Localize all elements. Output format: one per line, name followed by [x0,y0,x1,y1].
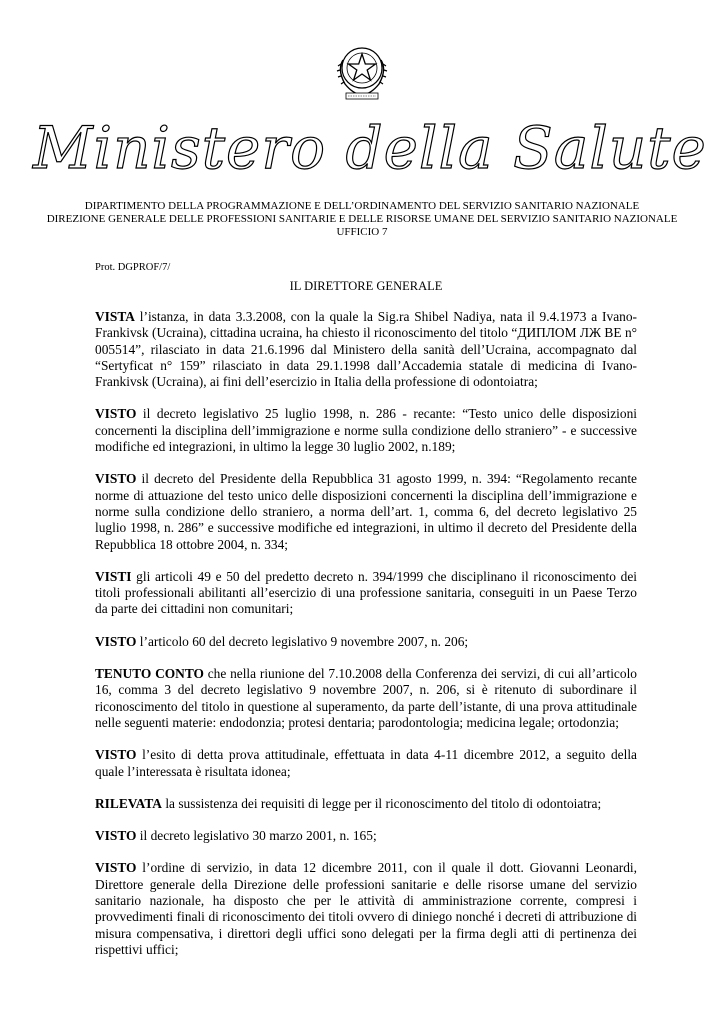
paragraph [95,860,637,958]
paragraph-text: il decreto del Presidente della Repubblica 31 agosto 1999, n. 394: “Regolamento recante norme di attuazione del testo unico delle disposizioni concernenti la disciplina dell’immigrazione e norme sulla condizione dello straniero, a norma dell’art. 1, comma 6, del decreto legislativo 25 luglio 1998, n. 286” e successive modifiche ed integrazioni, in ultimo il decreto del Presidente della Repubblica 18 ottobre 2004, n. 334; [95,471,637,552]
paragraph-keyword: VISTO [95,633,137,649]
paragraph-text: l’articolo 60 del decreto legislativo 9 novembre 2007, n. 206; [136,633,469,649]
paragraph-keyword: RILEVATA [95,795,162,811]
document-body [95,309,637,974]
republic-emblem-icon [333,40,391,102]
paragraph [95,471,637,552]
paragraph-keyword: TENUTO CONTO [95,666,204,682]
paragraph-text: l’esito di detta prova attitudinale, effettuata in data 4-11 dicembre 2012, a seguito della quale l’interessata è risultata idonea; [95,747,637,779]
paragraph-text: l’istanza, in data 3.3.2008, con la quale la Sig.ra Shibel Nadiya, nata il 9.4.1973 a Ivano-Frankivsk (Ucraina), cittadina ucraina, ha chiesto il riconoscimento del titolo “ДИПЛОМ ЛЖ ВЕ n° 005514”, rilasciato in data 21.6.1996 dal Ministero della sanità dell’Ucraina, accompagnato dal “Sertyficat n° 159” rilasciato in data 29.1.1998 dall’Accademia statale di medicina di Ivano-Frankivsk (Ucraina), ai fini dell’esercizio in Italia della professione di odontoiatra; [95,309,637,390]
directorate-line: DIREZIONE GENERALE DELLE PROFESSIONI SANITARIE E DELLE RISORSE UMANE DEL SERVIZIO SANITARIO NAZIONALE [46,213,678,225]
document-heading: IL DIRETTORE GENERALE [289,279,443,293]
paragraph [95,666,637,731]
department-line: DIPARTIMENTO DELLA PROGRAMMAZIONE E DELL’ORDINAMENTO DEL SERVIZIO SANITARIO NAZIONALE [84,200,640,212]
office-line: UFFICIO 7 [336,226,388,238]
paragraph [95,796,637,812]
paragraph-text: il decreto legislativo 25 luglio 1998, n. 286 - recante: “Testo unico delle disposizioni concernenti la disciplina dell’immigrazione e norme sulla condizione dello straniero” - e successive modifiche ed integrazioni, in ultimo la legge 30 luglio 2002, n.189; [95,406,637,455]
paragraph-keyword: VISTI [95,568,132,584]
ministry-title-text: Ministero della Salute [33,114,707,182]
paragraph-text: la sussistenza dei requisiti di legge per il riconoscimento del titolo di odontoiatra; [161,795,602,811]
paragraph-keyword: VISTO [95,747,137,763]
paragraph [95,309,637,390]
paragraph [95,406,637,455]
ministry-title [33,108,707,186]
paragraph-keyword: VISTO [95,828,137,844]
paragraph [95,747,637,780]
paragraph-text: gli articoli 49 e 50 del predetto decreto n. 394/1999 che disciplinano il riconoscimento dei titoli professionali abilitanti all’esercizio di una professione sanitaria, conseguiti in un Paese Terzo da parte dei cittadini non comunitari; [95,568,637,617]
paragraph-keyword: VISTA [95,309,135,324]
paragraph-text: l’ordine di servizio, in data 12 dicembre 2011, con il quale il dott. Giovanni Leonardi, Direttore generale della Direzione delle professioni sanitarie e delle risorse umane del servizio sanitario nazionale, ha disposto che per le attività di amministrazione corrente, compresi i provvedimenti finali di riconoscimento dei titoli ovvero di diniego nonché i decreti di attribuzione di misura compensativa, i direttori degli uffici sono delegati per la firma degli atti di pertinenza dei rispettivi uffici; [95,860,637,957]
paragraph-text: che nella riunione del 7.10.2008 della Conferenza dei servizi, di cui all’articolo 16, comma 3 del decreto legislativo 9 novembre 2007, n. 206, si è ritenuto di subordinare il riconoscimento del titolo in questione al superamento, da parte dell’istante, di una prova attitudinale nelle seguenti materie: endodonzia; protesi dentaria; parodontologia; medicina legale; ortodonzia; [95,666,637,730]
paragraph-text: il decreto legislativo 30 marzo 2001, n. 165; [136,828,377,844]
paragraph-keyword: VISTO [95,406,137,422]
paragraph [95,828,637,844]
paragraph [95,634,637,650]
protocol-number: Prot. DGPROF/7/ [95,262,171,273]
paragraph-keyword: VISTO [95,471,137,487]
paragraph [95,569,637,618]
department-block [20,200,704,239]
paragraph-keyword: VISTO [95,860,137,876]
